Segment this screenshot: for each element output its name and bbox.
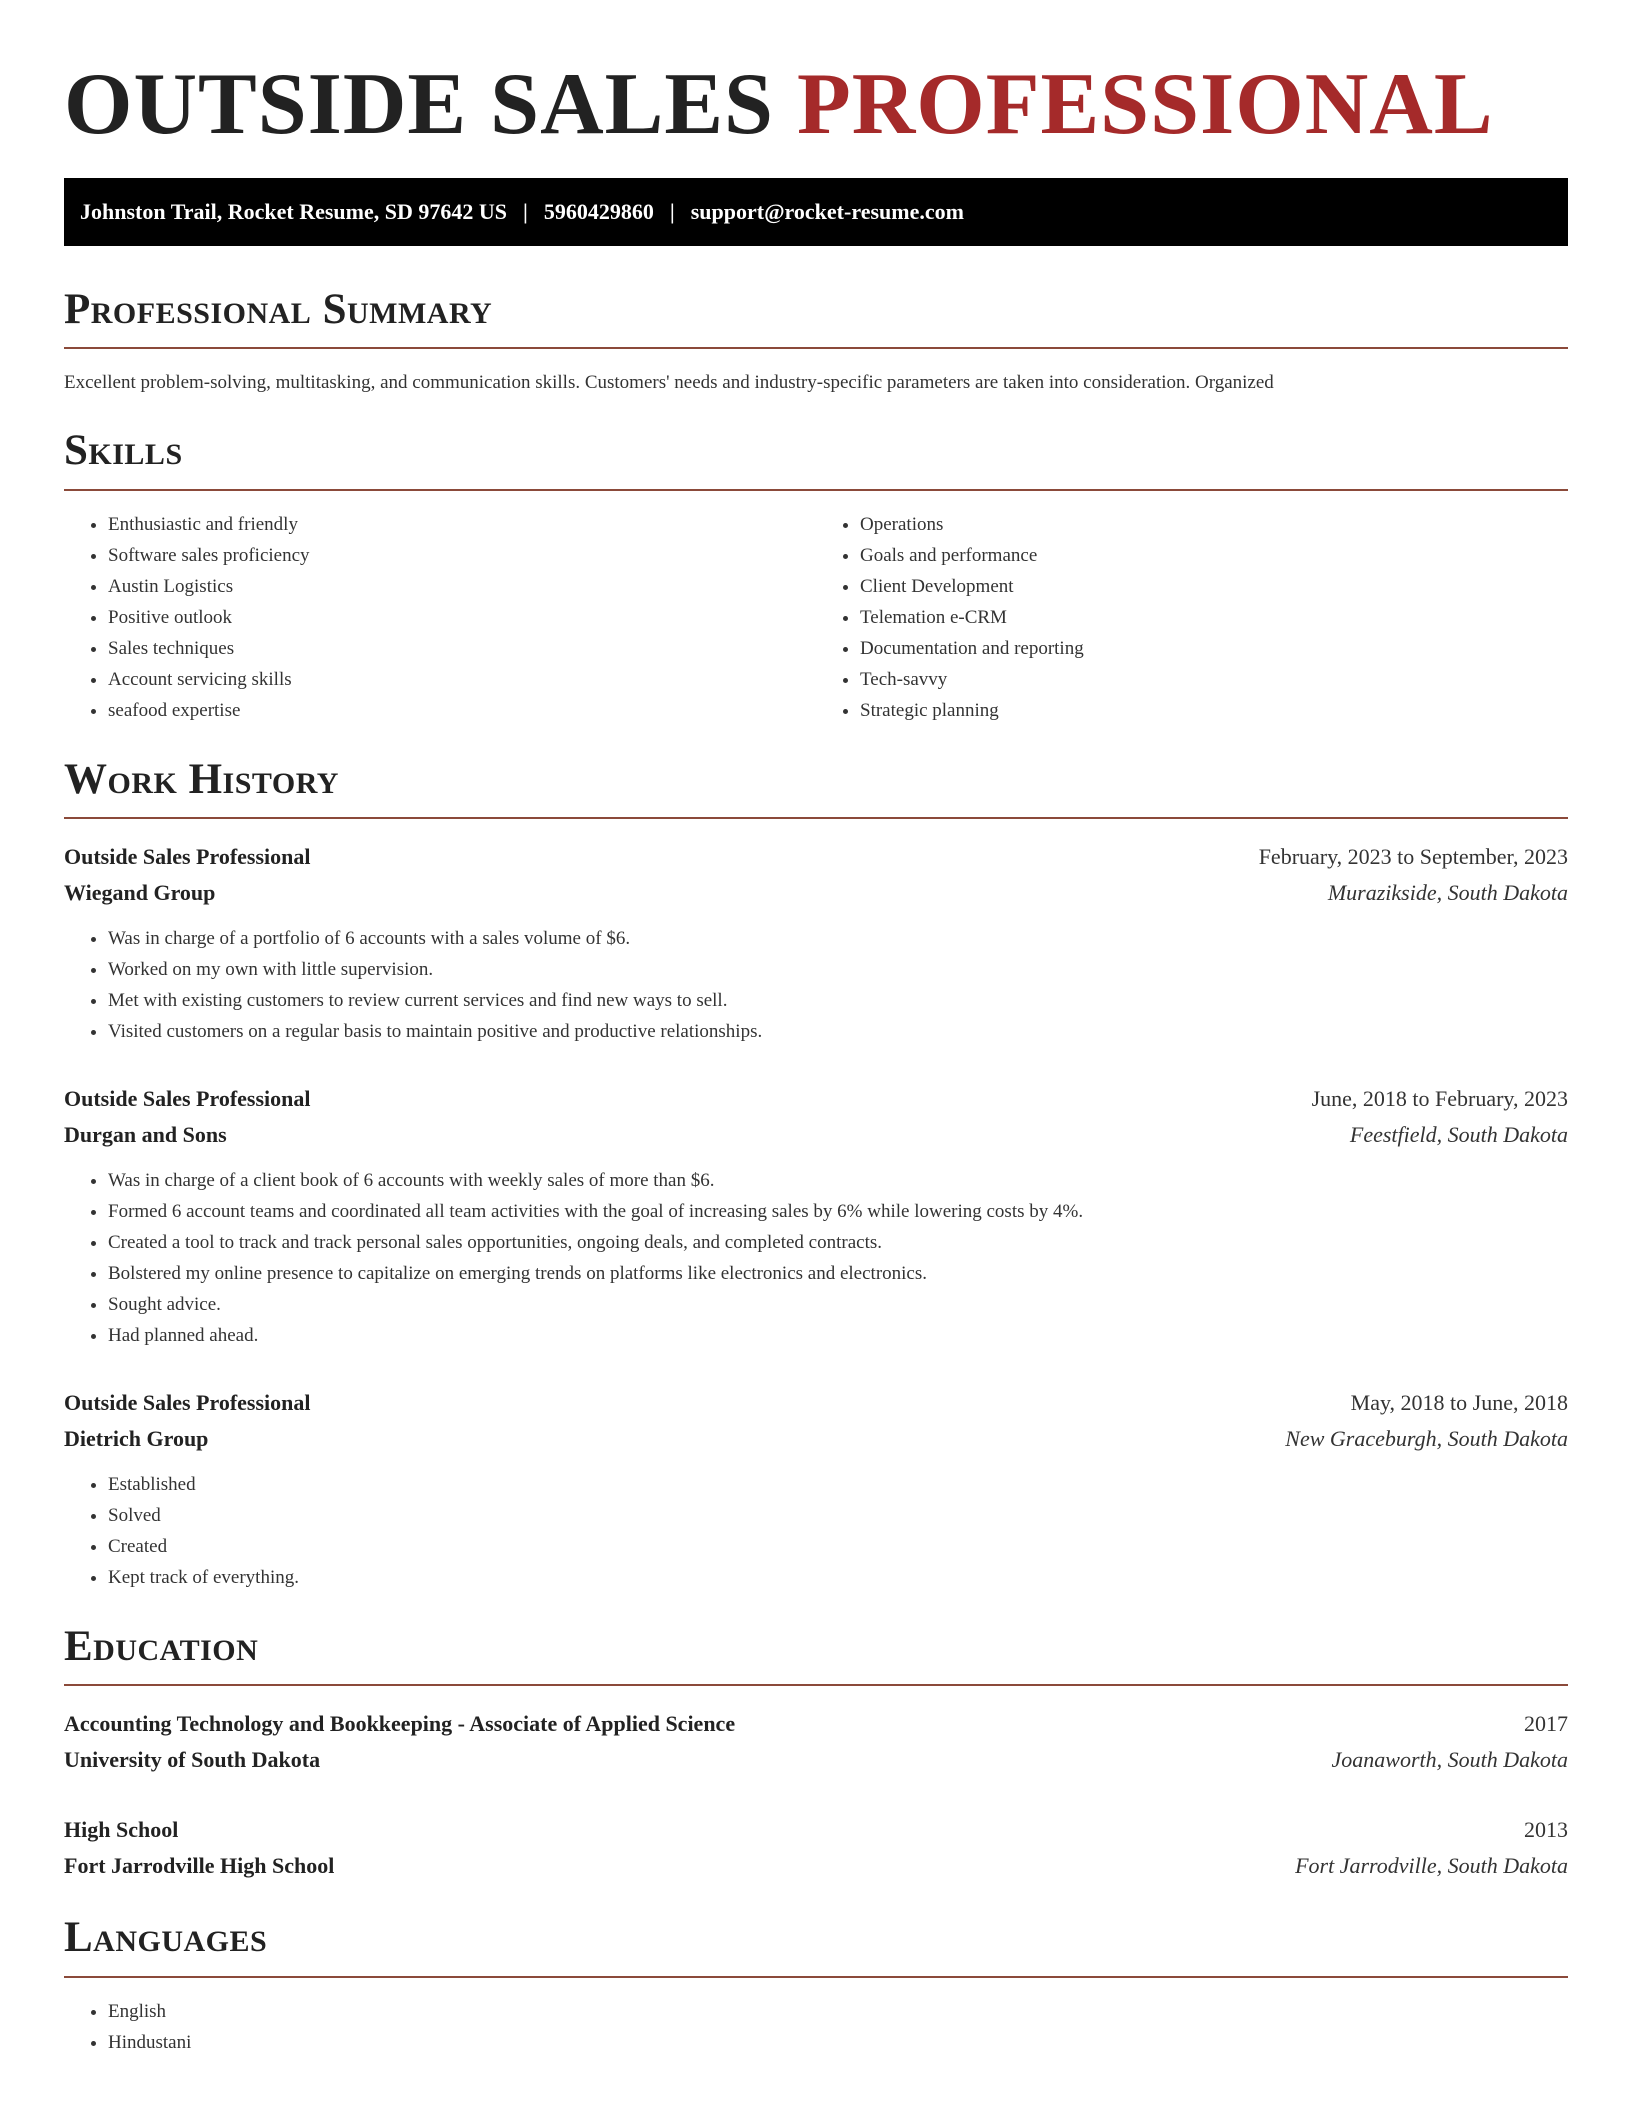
section-title-skills: Skills <box>64 427 1568 490</box>
job-bullet: • Created <box>108 1531 1568 1562</box>
summary-text: Excellent problem-solving, multitasking, and communication skills. Customers' needs and industry-specific parameters are taken into consideration. Organized <box>64 372 1274 394</box>
job-role: Outside Sales Professional <box>64 1389 311 1415</box>
work-history-section <box>64 756 1568 1593</box>
education-entry <box>64 1812 1568 1884</box>
skill-item: • Positive outlook <box>108 602 816 633</box>
education-location: Fort Jarrodville, South Dakota <box>1295 1853 1568 1879</box>
skill-item: • seafood expertise <box>108 695 816 726</box>
job-bullet: • Solved <box>108 1500 1568 1531</box>
candidate-name <box>64 54 1568 156</box>
job-location: Feestfield, South Dakota <box>1349 1121 1568 1147</box>
job-entry <box>64 1081 1568 1351</box>
job-bullet: • Was in charge of a portfolio of 6 accounts with a sales volume of $6. <box>108 923 1568 954</box>
name-first: OUTSIDE SALES <box>64 56 774 153</box>
contact-email[interactable]: support@rocket-resume.com <box>690 199 964 225</box>
skill-item: • Austin Logistics <box>108 571 816 602</box>
skill-item: • Goals and performance <box>860 540 1568 571</box>
skills-list-right <box>816 509 1568 726</box>
languages-section <box>64 1914 1568 2057</box>
job-company: Dietrich Group <box>64 1425 209 1451</box>
education-section <box>64 1623 1568 1884</box>
section-title-summary: Professional Summary <box>64 286 1568 349</box>
contact-separator: | <box>669 199 675 225</box>
education-degree: High School <box>64 1817 179 1843</box>
job-bullets <box>64 1469 1568 1593</box>
skills-section <box>64 427 1568 725</box>
job-dates: February, 2023 to September, 2023 <box>1258 843 1568 869</box>
job-bullet: • Had planned ahead. <box>108 1320 1568 1351</box>
education-year: 2013 <box>1524 1817 1568 1843</box>
languages-list <box>64 1996 1568 2058</box>
job-company-row <box>64 1117 1568 1153</box>
skill-item: • Telemation e-CRM <box>860 602 1568 633</box>
job-header-row <box>64 839 1568 875</box>
job-company: Durgan and Sons <box>64 1121 227 1147</box>
skill-item: • Operations <box>860 509 1568 540</box>
skill-item: • Client Development <box>860 571 1568 602</box>
section-title-education: Education <box>64 1623 1568 1686</box>
education-degree: Accounting Technology and Bookkeeping - Associate of Applied Science <box>64 1711 736 1737</box>
education-school-row <box>64 1848 1568 1884</box>
job-dates: May, 2018 to June, 2018 <box>1350 1389 1568 1415</box>
education-year: 2017 <box>1524 1711 1568 1737</box>
skills-list-left <box>64 509 816 726</box>
job-entry <box>64 1385 1568 1593</box>
skill-item: • Documentation and reporting <box>860 633 1568 664</box>
contact-address: Johnston Trail, Rocket Resume, SD 97642 US <box>80 199 507 225</box>
job-entry <box>64 839 1568 1047</box>
contact-phone: 5960429860 <box>543 199 654 225</box>
job-bullet: • Sought advice. <box>108 1289 1568 1320</box>
skill-item: • Enthusiastic and friendly <box>108 509 816 540</box>
job-bullet: • Created a tool to track and track personal sales opportunities, ongoing deals, and completed contracts. <box>108 1227 1568 1258</box>
name-last: PROFESSIONAL <box>796 56 1494 153</box>
education-location: Joanaworth, South Dakota <box>1331 1747 1568 1773</box>
job-bullet: • Met with existing customers to review current services and find new ways to sell. <box>108 985 1568 1016</box>
contact-separator: | <box>523 199 528 225</box>
education-school-row <box>64 1742 1568 1778</box>
job-bullet: • Kept track of everything. <box>108 1562 1568 1593</box>
job-location: New Graceburgh, South Dakota <box>1285 1425 1568 1451</box>
education-degree-row <box>64 1812 1568 1848</box>
job-bullet: • Worked on my own with little supervision. <box>108 954 1568 985</box>
job-bullets <box>64 923 1568 1047</box>
job-company-row <box>64 875 1568 911</box>
job-role: Outside Sales Professional <box>64 843 311 869</box>
job-bullet: • Established <box>108 1469 1568 1500</box>
job-bullet: • Bolstered my online presence to capitalize on emerging trends on platforms like electronics and electronics. <box>108 1258 1568 1289</box>
job-bullet: • Visited customers on a regular basis to maintain positive and productive relationships. <box>108 1016 1568 1047</box>
skills-grid <box>64 491 1568 726</box>
education-school: Fort Jarrodville High School <box>64 1853 335 1879</box>
job-role: Outside Sales Professional <box>64 1085 311 1111</box>
job-bullet: • Formed 6 account teams and coordinated all team activities with the goal of increasing sales by 6% while lowering costs by 4%. <box>108 1196 1568 1227</box>
job-location: Murazikside, South Dakota <box>1327 879 1568 905</box>
contact-bar <box>64 178 1568 246</box>
language-item: • English <box>108 1996 1568 2027</box>
job-header-row <box>64 1385 1568 1421</box>
summary-section <box>64 286 1568 397</box>
education-school: University of South Dakota <box>64 1747 321 1773</box>
section-title-work-history: Work History <box>64 756 1568 819</box>
job-bullets <box>64 1165 1568 1351</box>
skill-item: • Software sales proficiency <box>108 540 816 571</box>
job-bullet: • Was in charge of a client book of 6 accounts with weekly sales of more than $6. <box>108 1165 1568 1196</box>
job-dates: June, 2018 to February, 2023 <box>1311 1085 1568 1111</box>
skill-item: • Sales techniques <box>108 633 816 664</box>
language-item: • Hindustani <box>108 2027 1568 2058</box>
job-company: Wiegand Group <box>64 879 216 905</box>
skill-item: • Tech-savvy <box>860 664 1568 695</box>
section-title-languages: Languages <box>64 1914 1568 1977</box>
skill-item: • Account servicing skills <box>108 664 816 695</box>
skill-item: • Strategic planning <box>860 695 1568 726</box>
job-header-row <box>64 1081 1568 1117</box>
education-entry <box>64 1706 1568 1778</box>
job-company-row <box>64 1421 1568 1457</box>
education-degree-row <box>64 1706 1568 1742</box>
